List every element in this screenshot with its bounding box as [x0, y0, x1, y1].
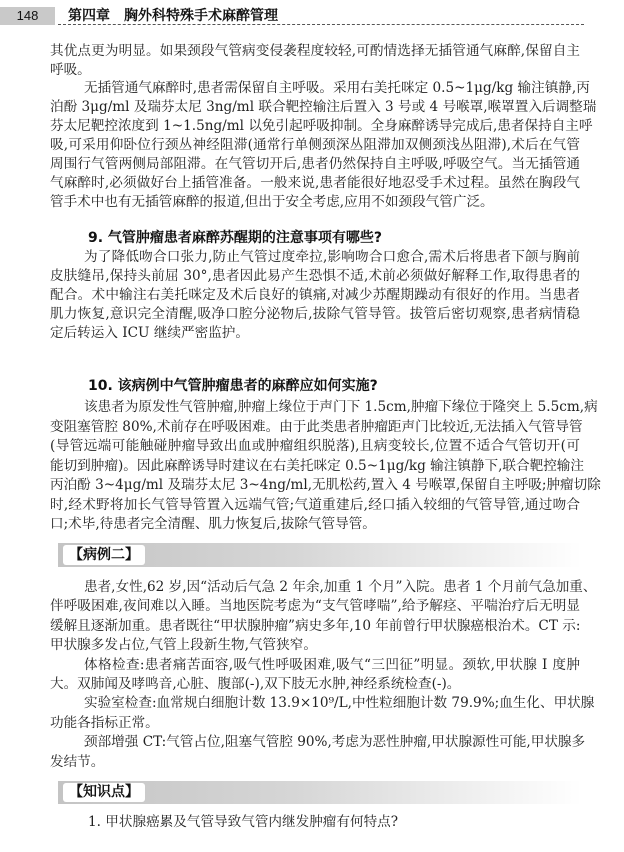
text-line: 气麻醉时,必须做好台上插管准备。一般来说,患者能很好地忍受手术过程。虽然在胸段气	[50, 175, 580, 191]
text-line: 时,经术野将加长气管导管置入远端气管;气道重建后,经口插入较细的气管导管,通过吻合	[50, 496, 580, 513]
text-line: 大。双肺闻及哮鸣音,心脏、腹部(-),双下肢无水肿,神经系统检查(-)。	[50, 675, 461, 692]
text-line: 管手术中也有无插管麻醉的报道,但出于安全考虑,应用不如颈段气管广泛。	[50, 194, 494, 210]
page-number: 148	[0, 7, 55, 25]
text-line: (导管远端可能触碰肿瘤导致出血或肿瘤组织脱落),且病变较长,位置不适合气管切开(可	[50, 438, 580, 454]
text-line: 变阻塞管腔 80%,术前存在呼吸困难。由于此类患者肿瘤距声门比较近,无法插入气管导管	[50, 418, 583, 435]
question-10-heading: 10. 该病例中气管肿瘤患者的麻醉应如何实施?	[88, 378, 378, 394]
text-line: 患者,女性,62 岁,因“活动后气急 2 年余,加重 1 个月”入院。患者 1 个月前气急加重、	[84, 579, 597, 595]
text-line: 甲状腺多发占位,气管上段新生物,气管狭窄。	[50, 637, 317, 654]
case-2-lab-exam	[50, 694, 595, 733]
text-line: 口;术毕,待患者完全清醒、肌力恢复后,拔除气管导管。	[50, 516, 376, 532]
text-line: 吸,可采用仰卧位行颈丛神经阻滞(通常行单侧颈深丛阻滞加双侧颈浅丛阻滞),术后在气管	[50, 137, 580, 153]
knowledge-label: 【知识点】	[63, 783, 145, 802]
text-line: 泊酚 3μg/ml 及瑞芬太尼 3ng/ml 联合靶控输注后置入 3 号或 4 号喉罩,喉罩置入后调整瑞	[50, 99, 597, 115]
knowledge-item-1: 1. 甲状腺癌累及气管导致气管内继发肿瘤有何特点?	[88, 814, 399, 830]
text-line: 其优点更为明显。如果颈段气管病变侵袭程度较轻,可酌情选择无插管通气麻醉,保留自主	[50, 43, 580, 59]
text-line: 体格检查:患者痛苦面容,吸气性呼吸困难,吸气“三凹征”明显。颈软,甲状腺 Ⅰ 度肿	[84, 656, 580, 673]
case-2-physical-exam	[50, 656, 580, 695]
text-line: 颈部增强 CT:气管占位,阻塞气管腔 90%,考虑为恶性肿瘤,甲状腺源性可能,甲状腺多	[84, 734, 586, 751]
text-line: 肌力恢复,意识完全清醒,吸净口腔分泌物后,拔除气管导管。拔管后密切观察,患者病情稳	[50, 306, 580, 322]
case-2-history	[50, 578, 597, 656]
chapter-title: 第四章 胸外科特殊手术麻醉管理	[68, 8, 278, 24]
text-line: 皮肤缝吊,保持头前屈 30°,患者因此易产生恐惧不适,术前必须做好解释工作,取得患者的	[50, 268, 580, 284]
text-line: 实验室检查:血常规白细胞计数 13.9×10⁹/L,中性粒细胞计数 79.9%;血生化、甲状腺	[84, 695, 595, 712]
question-10-answer	[50, 398, 601, 535]
case-2-body	[50, 578, 597, 772]
text-line: 功能各指标正常。	[50, 714, 159, 731]
case-2-section-bar	[58, 543, 582, 567]
text-line: 为了降低吻合口张力,防止气管过度牵拉,影响吻合口愈合,需术后将患者下颌与胸前	[84, 249, 580, 265]
text-line: 伴呼吸困难,夜间难以入睡。当地医院考虑为“支气管哮喘”,给予解痉、平喘治疗后无明显	[50, 598, 580, 615]
text-line: 缓解且逐渐加重。患者既往“甲状腺肿瘤”病史多年,10 年前曾行甲状腺癌根治术。CT 示:	[50, 617, 581, 634]
paragraph-tubeless-anesthesia	[50, 79, 597, 212]
case-2-ct-exam	[50, 733, 586, 772]
text-line: 配合。术中输注右美托咪定及术后良好的镇痛,对减少苏醒期躁动有很好的作用。当患者	[50, 287, 580, 303]
text-line: 无插管通气麻醉时,患者需保留自主呼吸。采用右美托咪定 0.5~1μg/kg 输注镇静,丙	[84, 80, 590, 96]
text-line: 定后转运入 ICU 继续严密监护。	[50, 325, 249, 341]
text-line: 该患者为原发性气管肿瘤,肿瘤上缘位于声门下 1.5cm,肿瘤下缘位于隆突上 5.5cm,病	[84, 399, 598, 415]
text-line: 发结节。	[50, 753, 105, 770]
question-9-heading: 9. 气管肿瘤患者麻醉苏醒期的注意事项有哪些?	[88, 230, 383, 246]
text-line: 周围行气管两侧局部阻滞。在气管切开后,患者仍然保持自主呼吸,呼吸空气。当无插管通	[50, 156, 580, 172]
paragraph-continuation	[50, 42, 580, 80]
case-2-label: 【病例二】	[63, 545, 145, 565]
text-line: 丙泊酚 3~4μg/ml 及瑞芬太尼 3~4ng/ml,无肌松药,置入 4 号喉罩,保留自主呼吸;肿瘤切除	[50, 477, 601, 493]
header-divider	[58, 24, 584, 25]
text-line: 能切到肿瘤)。因此麻醉诱导时建议在右美托咪定 0.5~1μg/kg 输注镇静下,联合靶控输注	[50, 457, 584, 474]
knowledge-section-bar	[58, 781, 582, 804]
question-9-answer	[50, 248, 580, 343]
text-line: 呼吸。	[50, 62, 91, 78]
text-line: 芬太尼靶控浓度到 1~1.5ng/ml 以免引起呼吸抑制。全身麻醉诱导完成后,患者保持自主呼	[50, 118, 593, 134]
